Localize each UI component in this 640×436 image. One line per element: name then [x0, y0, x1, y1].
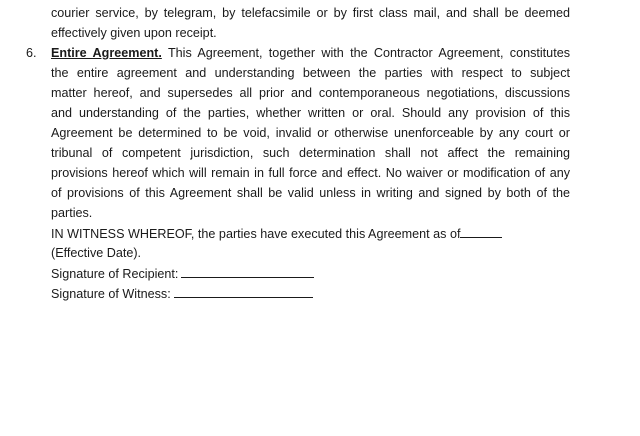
- effective-date: (Effective Date).: [51, 246, 142, 260]
- section-first-line: [51, 43, 570, 63]
- body-text-line: tribunal of competent jurisdiction, such determination shall not affect the remaining: [51, 146, 570, 160]
- body-text-line: matter hereof, and supersedes all prior and contemporaneous negotiations, discussions: [51, 86, 570, 100]
- witness-signature-label: Signature of Witness:: [51, 287, 171, 301]
- recipient-signature-line: [51, 263, 570, 283]
- body-text-line: courier service, by telegram, by telefacsimile or by first class mail, and shall be deemed: [51, 6, 570, 20]
- witness-line: [51, 223, 570, 243]
- body-text-line: effectively given upon receipt.: [51, 26, 217, 40]
- section-number: 6.: [26, 46, 37, 60]
- body-text-line: Agreement be determined to be void, invalid or otherwise unenforceable by any court or: [51, 126, 570, 140]
- witness-signature-blank[interactable]: [174, 283, 313, 298]
- body-text-line: parties.: [51, 206, 93, 220]
- witness-signature-line: [51, 283, 570, 303]
- date-blank[interactable]: [460, 223, 502, 238]
- witness-text: IN WITNESS WHEREOF, the parties have executed this Agreement as of: [51, 227, 461, 241]
- body-text-line: provisions hereof which will remain in full force and effect. No waiver or modification of any: [51, 166, 570, 180]
- body-text-line: the entire agreement and understanding between the parties with respect to subject: [51, 66, 570, 80]
- recipient-signature-blank[interactable]: [181, 263, 314, 278]
- recipient-signature-label: Signature of Recipient:: [51, 267, 179, 281]
- section-first-line-text: This Agreement, together with the Contractor Agreement, constitutes: [161, 46, 570, 60]
- body-text-line: and understanding of the parties, whether written or oral. Should any provision of this: [51, 106, 570, 120]
- section-heading: Entire Agreement.: [51, 46, 162, 60]
- body-text-line: of provisions of this Agreement shall be valid unless in writing and signed by both of the: [51, 186, 570, 200]
